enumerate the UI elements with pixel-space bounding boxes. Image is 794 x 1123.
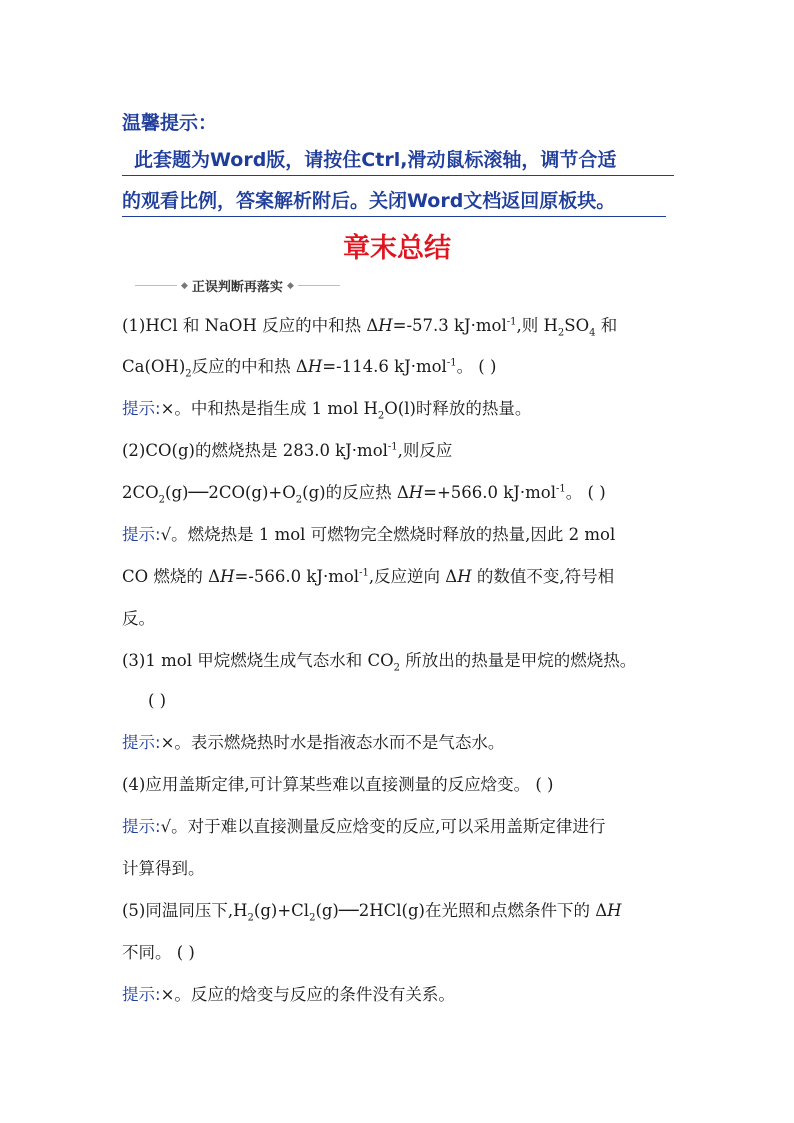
section-heading <box>135 276 340 295</box>
q2-hint-3: 反。 <box>122 609 155 628</box>
q4-hint-1: 提示:√。对于难以直接测量反应焓变的反应,可以采用盖斯定律进行 <box>122 817 606 836</box>
q2-line-2: $2CO_2(g)──2CO(g)+O_2(g)$的反应热 ΔH=+566.0 kJ·mol$^{-1}$。 ( ) <box>122 483 606 506</box>
bullet-icon: ◆ <box>181 280 188 291</box>
notice-line-1: 此套题为Word版，请按住Ctrl,滑动鼠标滚轴，调节合适 <box>122 146 674 176</box>
q3-hint: 提示:×。表示燃烧热时水是指液态水而不是气态水。 <box>122 733 505 752</box>
chapter-title: 章末总结 <box>343 233 451 264</box>
bullet-icon: ◆ <box>286 280 294 291</box>
q2-hint-2: CO 燃烧的 ΔH=-566.0 kJ·mol$^{-1}$,反应逆向 ΔH 的数值不变,符号相 <box>122 567 615 586</box>
q3-line-1: (3)1 mol 甲烷燃烧生成气态水和 $CO_2$ 所放出的热量是甲烷的燃烧热。 <box>122 651 637 674</box>
q4-hint-2: 计算得到。 <box>122 859 205 878</box>
section-heading-label: 正误判断再落实 <box>191 280 283 295</box>
divider-right <box>298 285 340 286</box>
q1-line-1: (1)HCl 和 NaOH 反应的中和热 ΔH=-57.3 kJ·mol$^{-1}$,则 $H_2SO_4$ 和 <box>122 316 618 339</box>
q5-hint: 提示:×。反应的焓变与反应的条件没有关系。 <box>122 985 455 1004</box>
q1-hint: 提示:×。中和热是指生成 1 mol $H_2O(l)$时释放的热量。 <box>122 399 532 422</box>
q5-line-1: (5)同温同压下$,H_2(g)+Cl_2(g)──2HCl(g)$在光照和点燃条件下的 ΔH <box>122 901 622 924</box>
q5-line-2: 不同。 ( ) <box>122 943 195 962</box>
q1-line-2: $Ca(OH)_2$反应的中和热 ΔH=-114.6 kJ·mol$^{-1}$。 ( ) <box>122 357 497 380</box>
q4-line-1: (4)应用盖斯定律,可计算某些难以直接测量的反应焓变。 ( ) <box>122 775 554 794</box>
q2-line-1: (2)CO(g)的燃烧热是 283.0 kJ·mol$^{-1}$,则反应 <box>122 441 453 460</box>
q2-hint-1: 提示:√。燃烧热是 1 mol 可燃物完全燃烧时释放的热量,因此 2 mol <box>122 525 616 544</box>
notice-line-2: 的观看比例，答案解析附后。关闭Word文档返回原板块。 <box>122 188 666 217</box>
q3-line-2: ( ) <box>148 691 167 710</box>
notice-title: 温馨提示： <box>122 112 218 134</box>
divider-left <box>135 285 177 286</box>
